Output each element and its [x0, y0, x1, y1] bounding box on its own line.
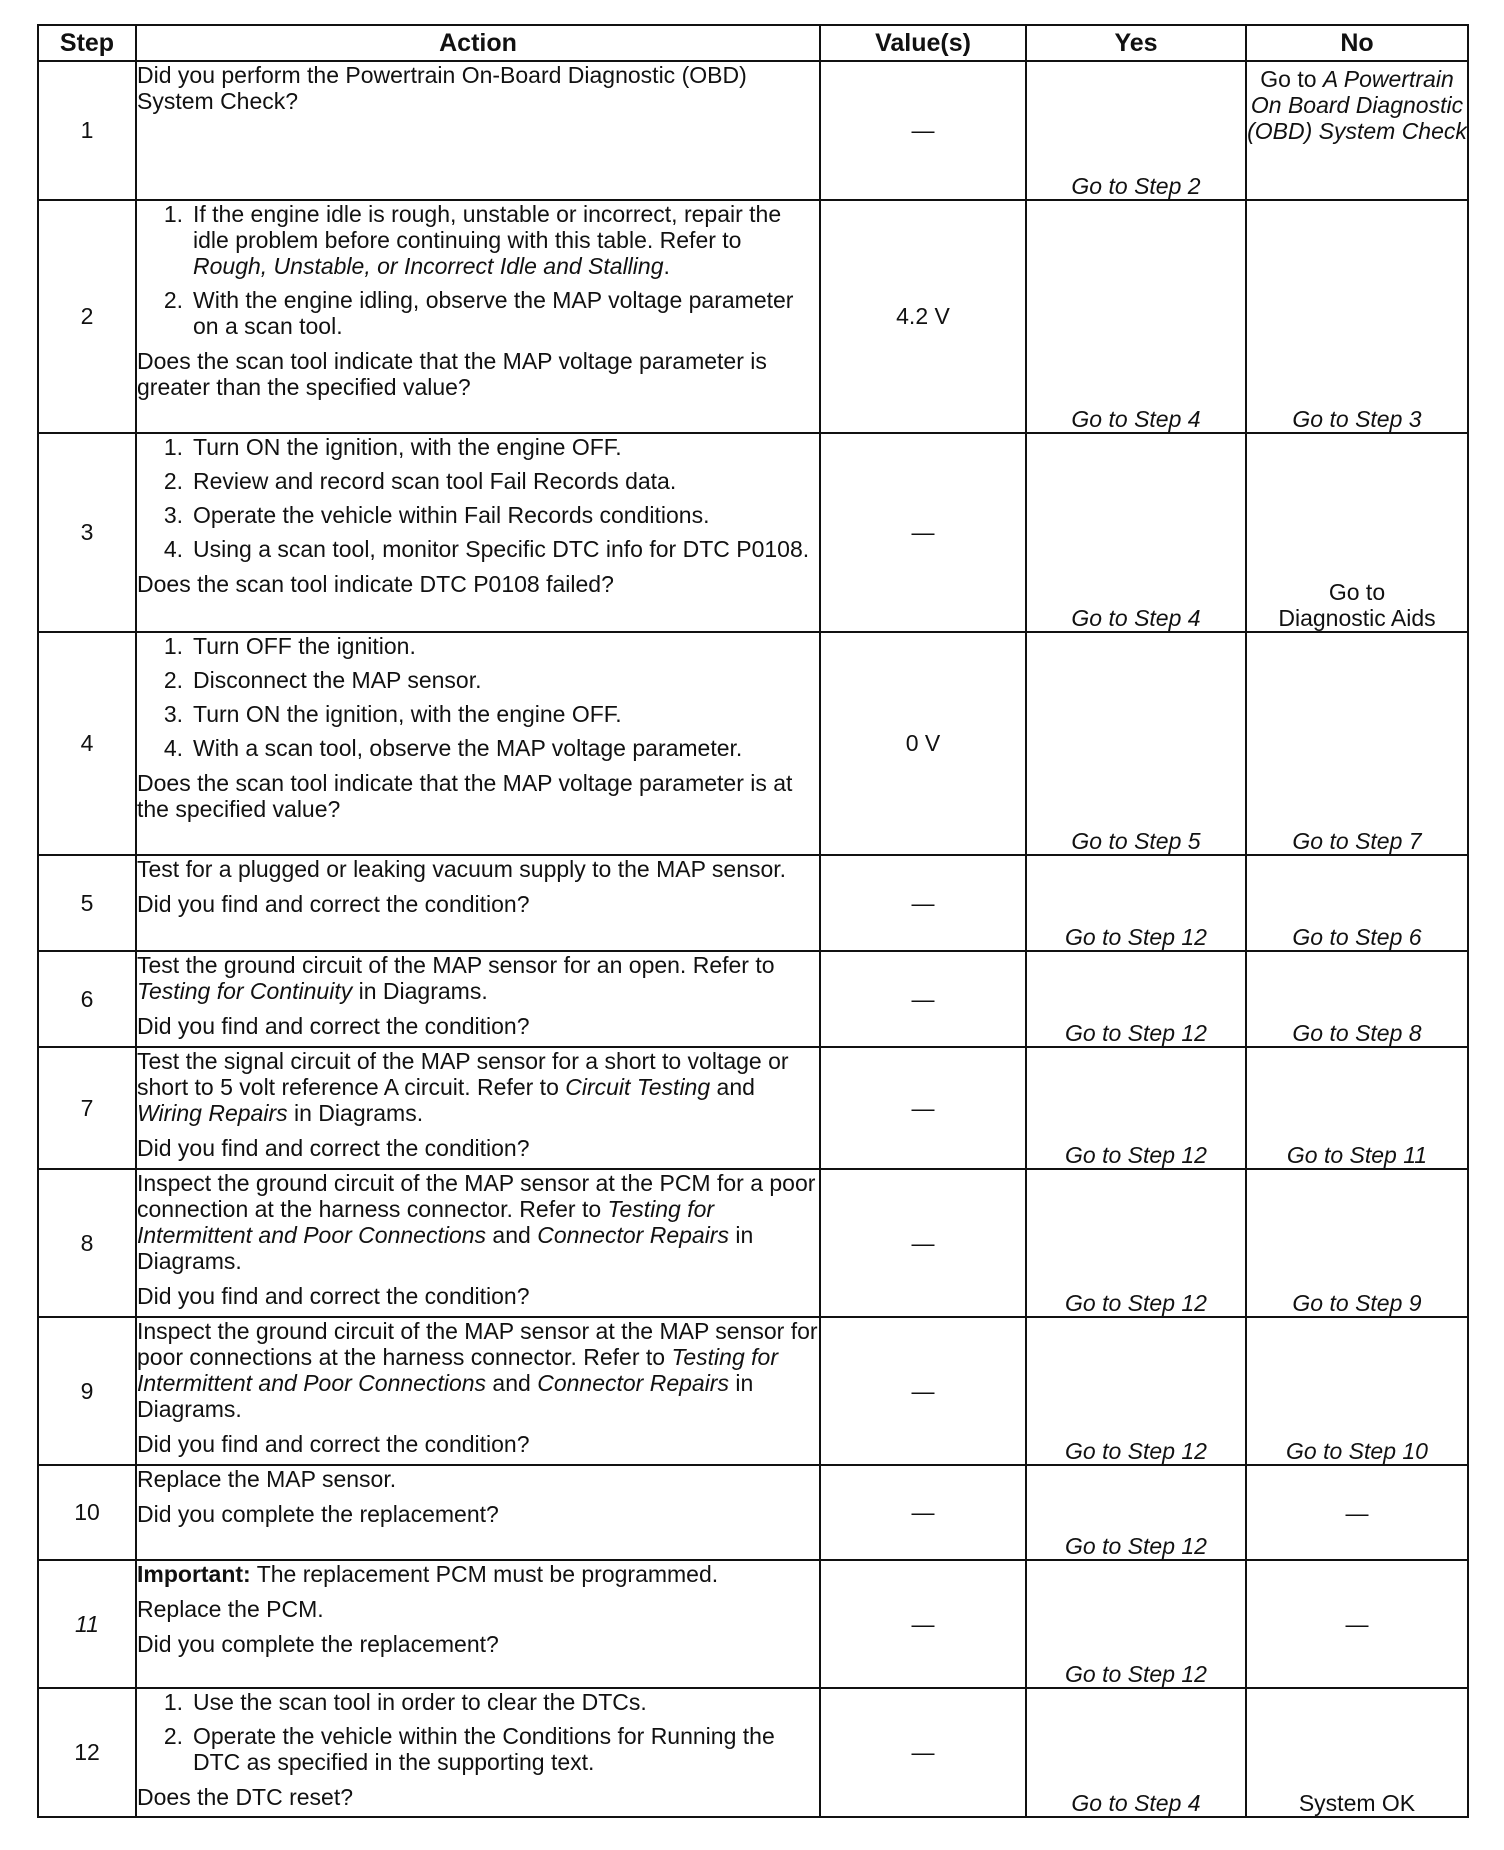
- action-question: Does the scan tool indicate that the MAP voltage parameter is greater than the specified value?: [137, 348, 767, 400]
- action-text-part: in Diagrams.: [137, 1370, 754, 1422]
- action-question: Does the DTC reset?: [137, 1784, 354, 1810]
- item-text: Operate the vehicle within the Conditions for Running the DTC as specified in the supporting text.: [193, 1723, 775, 1775]
- action-text: [137, 1048, 819, 1126]
- value-cell: —: [820, 1169, 1026, 1317]
- yes-link[interactable]: Go to Step 2: [1071, 173, 1201, 199]
- list-item: [137, 633, 819, 659]
- action-question: Did you find and correct the condition?: [137, 891, 530, 917]
- action-question: Did you perform the Powertrain On-Board Diagnostic (OBD) System Check?: [137, 62, 747, 114]
- item-text: With the engine idling, observe the MAP voltage parameter on a scan tool.: [193, 287, 794, 339]
- header-step: Step: [38, 25, 136, 61]
- list-item: [137, 468, 819, 494]
- no-cell: [1246, 1169, 1468, 1317]
- value-cell: —: [820, 855, 1026, 951]
- step-number: 4: [38, 632, 136, 855]
- no-cell: [1246, 855, 1468, 951]
- step-number: 9: [38, 1317, 136, 1465]
- action-cell: [136, 1560, 820, 1688]
- item-number: 4.: [163, 735, 183, 761]
- action-cell: [136, 632, 820, 855]
- action-question: Did you find and correct the condition?: [137, 1431, 530, 1457]
- value-cell: —: [820, 1317, 1026, 1465]
- action-list: [137, 201, 819, 339]
- table-row: [38, 1047, 1468, 1169]
- action-cell: [136, 1465, 820, 1560]
- list-item: [137, 536, 819, 562]
- header-action: Action: [136, 25, 820, 61]
- item-number: 2.: [163, 287, 183, 313]
- reference-link[interactable]: Connector Repairs: [537, 1222, 729, 1248]
- action-question: Does the scan tool indicate that the MAP voltage parameter is at the specified value?: [137, 770, 793, 822]
- yes-link[interactable]: Go to Step 12: [1065, 924, 1207, 950]
- table-row: [38, 1688, 1468, 1817]
- yes-cell: [1026, 1560, 1246, 1688]
- action-text: Replace the MAP sensor.: [137, 1466, 397, 1492]
- no-link[interactable]: Go to Step 9: [1292, 1290, 1422, 1316]
- list-item: [137, 667, 819, 693]
- list-item: [137, 1723, 819, 1775]
- table-row: [38, 951, 1468, 1047]
- no-cell: [1246, 1317, 1468, 1465]
- list-item: [137, 701, 819, 727]
- action-text-part: Inspect the ground circuit of the MAP sensor at the PCM for a poor connection at the harness connector. Refer to: [137, 1170, 816, 1222]
- list-item: [137, 502, 819, 528]
- action-text-part: Inspect the ground circuit of the MAP sensor at the MAP sensor for poor connections at the harness connector. Refer to: [137, 1318, 818, 1370]
- item-number: 1.: [163, 201, 183, 227]
- yes-link[interactable]: Go to Step 5: [1071, 828, 1201, 854]
- no-cell: System OK: [1246, 1688, 1468, 1817]
- diagnostic-table: [37, 24, 1469, 1818]
- action-cell: [136, 855, 820, 951]
- step-number: 7: [38, 1047, 136, 1169]
- item-number: 2.: [163, 667, 183, 693]
- list-item: [137, 1689, 819, 1715]
- action-text-part: in Diagrams.: [137, 1222, 754, 1274]
- no-link[interactable]: Go to Step 7: [1292, 828, 1422, 854]
- no-cell: [1246, 61, 1468, 200]
- yes-cell: [1026, 1169, 1246, 1317]
- action-cell: [136, 1688, 820, 1817]
- action-list: [137, 1689, 819, 1775]
- item-text: Review and record scan tool Fail Records data.: [193, 468, 677, 494]
- no-cell: —: [1246, 1465, 1468, 1560]
- header-no: No: [1246, 25, 1468, 61]
- action-question: Did you find and correct the condition?: [137, 1283, 530, 1309]
- action-question: Does the scan tool indicate DTC P0108 failed?: [137, 571, 614, 597]
- table-row: [38, 1169, 1468, 1317]
- important-text: The replacement PCM must be programmed.: [250, 1561, 719, 1587]
- item-number: 3.: [163, 701, 183, 727]
- no-prefix: Go to: [1260, 66, 1323, 92]
- reference-link[interactable]: Circuit Testing: [565, 1074, 711, 1100]
- action-text: Replace the PCM.: [137, 1596, 324, 1622]
- table-row: [38, 632, 1468, 855]
- item-number: 1.: [163, 434, 183, 460]
- yes-cell: [1026, 200, 1246, 433]
- action-text-part: and: [710, 1074, 755, 1100]
- list-item: [137, 287, 819, 339]
- yes-link[interactable]: Go to Step 12: [1065, 1290, 1207, 1316]
- important-note: [137, 1561, 819, 1587]
- yes-cell: [1026, 951, 1246, 1047]
- yes-cell: [1026, 61, 1246, 200]
- yes-link[interactable]: Go to Step 12: [1065, 1142, 1207, 1168]
- action-question: Did you find and correct the condition?: [137, 1013, 530, 1039]
- reference-link[interactable]: Rough, Unstable, or Incorrect Idle and Stalling: [193, 253, 664, 279]
- table-row: [38, 1465, 1468, 1560]
- no-link[interactable]: Go to Step 11: [1286, 1142, 1428, 1168]
- no-cell: —: [1246, 1560, 1468, 1688]
- step-number: 8: [38, 1169, 136, 1317]
- action-text-part: Test the ground circuit of the MAP sensor for an open. Refer to: [137, 952, 775, 978]
- yes-link[interactable]: Go to Step 4: [1071, 605, 1201, 631]
- no-link[interactable]: Go to Step 8: [1292, 1020, 1422, 1046]
- action-text-part: and: [486, 1222, 538, 1248]
- no-link[interactable]: A Powertrain On Board Diagnostic (OBD) System Check: [1247, 66, 1467, 144]
- action-text-part: in Diagrams.: [287, 1100, 424, 1126]
- action-cell: [136, 1317, 820, 1465]
- yes-cell: [1026, 632, 1246, 855]
- yes-link[interactable]: Go to Step 12: [1065, 1020, 1207, 1046]
- item-number: 1.: [163, 1689, 183, 1715]
- no-link[interactable]: Go to Step 10: [1286, 1438, 1428, 1464]
- step-number: 3: [38, 433, 136, 632]
- step-number: 2: [38, 200, 136, 433]
- step-number: 12: [38, 1688, 136, 1817]
- action-question: Did you complete the replacement?: [137, 1631, 499, 1657]
- yes-cell: [1026, 1688, 1246, 1817]
- table-row: [38, 1560, 1468, 1688]
- no-prefix: Go to: [1328, 579, 1386, 605]
- step-number: 1: [38, 61, 136, 200]
- no-cell: [1246, 1047, 1468, 1169]
- yes-cell: [1026, 1047, 1246, 1169]
- reference-link[interactable]: Testing for Continuity: [137, 978, 353, 1004]
- item-text: Turn ON the ignition, with the engine OFF.: [193, 434, 622, 460]
- header-row: [38, 25, 1468, 61]
- action-text: [137, 1170, 819, 1274]
- item-text: With a scan tool, observe the MAP voltage parameter.: [193, 735, 743, 761]
- yes-link[interactable]: Go to Step 4: [1071, 1790, 1201, 1816]
- item-number: 2.: [163, 468, 183, 494]
- item-text: Operate the vehicle within Fail Records conditions.: [193, 502, 710, 528]
- item-number: 3.: [163, 502, 183, 528]
- list-item: [137, 434, 819, 460]
- yes-cell: [1026, 433, 1246, 632]
- step-number: 10: [38, 1465, 136, 1560]
- value-cell: —: [820, 1047, 1026, 1169]
- header-yes: Yes: [1026, 25, 1246, 61]
- table-row: [38, 433, 1468, 632]
- value-cell: —: [820, 433, 1026, 632]
- reference-link[interactable]: Testing for Intermittent and Poor Connections: [137, 1344, 778, 1396]
- action-list: [137, 633, 819, 761]
- table-row: [38, 61, 1468, 200]
- step-number: 11: [38, 1560, 136, 1688]
- value-cell: —: [820, 1465, 1026, 1560]
- action-text-part: Test the signal circuit of the MAP sensor for a short to voltage or short to 5 volt reference A circuit. Refer to: [137, 1048, 789, 1100]
- action-text: [137, 1318, 819, 1422]
- value-cell: 0 V: [820, 632, 1026, 855]
- action-text-part: and: [486, 1370, 538, 1396]
- item-number: 1.: [163, 633, 183, 659]
- no-link[interactable]: Go to Step 6: [1292, 924, 1422, 950]
- action-question: Did you find and correct the condition?: [137, 1135, 530, 1161]
- value-cell: —: [820, 1560, 1026, 1688]
- item-text: Use the scan tool in order to clear the DTCs.: [193, 1689, 647, 1715]
- no-cell: [1246, 632, 1468, 855]
- table-row: [38, 200, 1468, 433]
- yes-cell: [1026, 1317, 1246, 1465]
- item-text: Turn OFF the ignition.: [193, 633, 416, 659]
- yes-link[interactable]: Go to Step 12: [1065, 1438, 1207, 1464]
- list-item: [137, 735, 819, 761]
- yes-cell: [1026, 1465, 1246, 1560]
- no-cell: [1246, 200, 1468, 433]
- item-text: If the engine idle is rough, unstable or incorrect, repair the idle problem before continuing with this table. Refer to: [193, 201, 782, 253]
- value-cell: 4.2 V: [820, 200, 1026, 433]
- action-list: [137, 434, 819, 562]
- value-cell: —: [820, 1688, 1026, 1817]
- action-text: [137, 952, 819, 1004]
- item-text: Disconnect the MAP sensor.: [193, 667, 482, 693]
- table-row: [38, 1317, 1468, 1465]
- action-cell: [136, 1047, 820, 1169]
- item-number: 4.: [163, 536, 183, 562]
- action-cell: [136, 1169, 820, 1317]
- yes-cell: [1026, 855, 1246, 951]
- action-cell: [136, 61, 820, 200]
- header-value: Value(s): [820, 25, 1026, 61]
- item-number: 2.: [163, 1723, 183, 1749]
- yes-link[interactable]: Go to Step 4: [1071, 406, 1201, 432]
- yes-link[interactable]: Go to Step 12: [1065, 1533, 1207, 1559]
- table-row: [38, 855, 1468, 951]
- action-text: Test for a plugged or leaking vacuum supply to the MAP sensor.: [137, 856, 787, 882]
- no-cell: [1246, 951, 1468, 1047]
- step-number: 6: [38, 951, 136, 1047]
- item-text: .: [663, 253, 670, 279]
- reference-link[interactable]: Connector Repairs: [537, 1370, 729, 1396]
- list-item: [137, 201, 819, 279]
- no-cell: [1246, 433, 1468, 632]
- no-link[interactable]: Go to Step 3: [1292, 406, 1422, 432]
- action-cell: [136, 951, 820, 1047]
- reference-link[interactable]: Wiring Repairs: [137, 1100, 288, 1126]
- value-cell: —: [820, 61, 1026, 200]
- action-text-part: in Diagrams.: [352, 978, 488, 1004]
- reference-link[interactable]: Testing for Intermittent and Poor Connections: [137, 1196, 715, 1248]
- item-text: Using a scan tool, monitor Specific DTC info for DTC P0108.: [193, 536, 810, 562]
- action-question: Did you complete the replacement?: [137, 1501, 499, 1527]
- action-cell: [136, 433, 820, 632]
- item-text: Turn ON the ignition, with the engine OFF.: [193, 701, 622, 727]
- no-link[interactable]: Diagnostic Aids: [1278, 605, 1436, 631]
- value-cell: —: [820, 951, 1026, 1047]
- step-number: 5: [38, 855, 136, 951]
- yes-link[interactable]: Go to Step 12: [1065, 1661, 1207, 1687]
- important-label: Important:: [137, 1561, 251, 1587]
- action-cell: [136, 200, 820, 433]
